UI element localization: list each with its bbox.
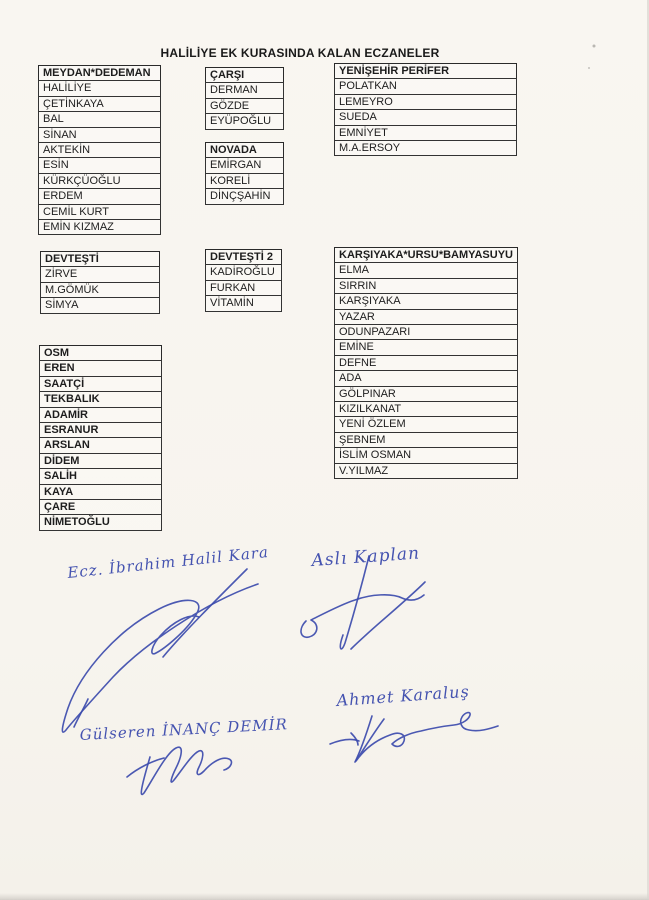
table-row: ZİRVE bbox=[40, 266, 160, 282]
table-row: ÇARE bbox=[39, 499, 162, 515]
table-header: MEYDAN*DEDEMAN bbox=[38, 65, 161, 81]
table-row: LEMEYRO bbox=[334, 94, 517, 110]
table-row: KÜRKÇÜOĞLU bbox=[38, 173, 161, 189]
table-row: ESRANUR bbox=[39, 422, 162, 438]
table-novada bbox=[205, 143, 284, 205]
table-row: EREN bbox=[39, 360, 162, 376]
table-header: KARŞIYAKA*URSU*BAMYASUYU bbox=[334, 247, 518, 263]
table-row: KIZILKANAT bbox=[334, 401, 518, 417]
table-header: ÇARŞI bbox=[205, 67, 284, 83]
table-row: DERMAN bbox=[205, 82, 284, 98]
table-row: ŞEBNEM bbox=[334, 432, 518, 448]
table-row: ADAMİR bbox=[39, 407, 162, 423]
table-row: EYÜPOĞLU bbox=[205, 113, 284, 129]
scan-noise-specks bbox=[588, 45, 596, 70]
table-header: YENİŞEHİR PERİFER bbox=[334, 63, 517, 79]
table-row: M.A.ERSOY bbox=[334, 140, 517, 156]
table-header: OSM bbox=[39, 345, 162, 361]
table-row: TEKBALIK bbox=[39, 391, 162, 407]
table-row: DİDEM bbox=[39, 453, 162, 469]
table-row: BAL bbox=[38, 111, 161, 127]
signature-scribble-ibrahim-halil-kara bbox=[62, 569, 258, 732]
table-row: SİMYA bbox=[40, 297, 160, 313]
table-row: DİNÇŞAHİN bbox=[205, 188, 284, 204]
table-row: KAYA bbox=[39, 484, 162, 500]
table-carsi bbox=[205, 68, 284, 130]
table-yenisehir-perifer bbox=[334, 64, 517, 156]
table-row: ADA bbox=[334, 370, 518, 386]
table-row: SIRRIN bbox=[334, 278, 518, 294]
table-row: CEMİL KURT bbox=[38, 204, 161, 220]
table-row: V.YILMAZ bbox=[334, 463, 518, 479]
table-meydan-dedeman bbox=[38, 66, 161, 235]
table-row: EMİRGAN bbox=[205, 157, 284, 173]
table-devtesti-2 bbox=[205, 250, 282, 312]
table-row: YAZAR bbox=[334, 309, 518, 325]
table-row: M.GÖMÜK bbox=[40, 282, 160, 298]
signature-scribble-gulseren-inanc-demir bbox=[74, 699, 231, 794]
table-row: ODUNPAZARI bbox=[334, 324, 518, 340]
table-row: ESİN bbox=[38, 157, 161, 173]
signature-name-asli-kaplan: Aslı Kaplan bbox=[310, 543, 421, 571]
table-row: AKTEKİN bbox=[38, 142, 161, 158]
table-header: NOVADA bbox=[205, 142, 284, 158]
signature-scribble-ahmet-karalus bbox=[330, 713, 498, 762]
table-row: ERDEM bbox=[38, 188, 161, 204]
table-row: SALİH bbox=[39, 468, 162, 484]
table-karsiyaka-ursu-bamyasuyu bbox=[334, 248, 518, 479]
table-row: FURKAN bbox=[205, 280, 282, 296]
table-row: ELMA bbox=[334, 262, 518, 278]
page-bottom-edge-shadow bbox=[0, 893, 649, 900]
table-row: NİMETOĞLU bbox=[39, 514, 162, 530]
document-title: HALİLİYE EK KURASINDA KALAN ECZANELER bbox=[160, 46, 440, 60]
signature-scribble-asli-kaplan bbox=[301, 556, 425, 649]
signature-name-gulseren-inanc-demir: Gülseren İNANÇ DEMİR bbox=[79, 715, 289, 744]
table-row: SUEDA bbox=[334, 109, 517, 125]
table-row: SİNAN bbox=[38, 127, 161, 143]
table-row: EMNİYET bbox=[334, 125, 517, 141]
table-row: YENİ ÖZLEM bbox=[334, 416, 518, 432]
table-row: VİTAMİN bbox=[205, 295, 282, 311]
table-devtesti bbox=[40, 252, 160, 314]
table-row: İSLİM OSMAN bbox=[334, 447, 518, 463]
table-row: ARSLAN bbox=[39, 437, 162, 453]
table-row: GÖLPINAR bbox=[334, 386, 518, 402]
table-row: EMİNE bbox=[334, 339, 518, 355]
table-row: POLATKAN bbox=[334, 78, 517, 94]
table-row: DEFNE bbox=[334, 355, 518, 371]
table-row: SAATÇİ bbox=[39, 376, 162, 392]
table-row: KADİROĞLU bbox=[205, 264, 282, 280]
table-header: DEVTEŞTİ 2 bbox=[205, 249, 282, 265]
signature-name-ahmet-karalus: Ahmet Karaluş bbox=[335, 681, 471, 710]
table-row: GÖZDE bbox=[205, 98, 284, 114]
table-row: HALİLİYE bbox=[38, 80, 161, 96]
table-row: KARŞIYAKA bbox=[334, 293, 518, 309]
table-row: EMİN KIZMAZ bbox=[38, 219, 161, 235]
table-header: DEVTEŞTİ bbox=[40, 251, 160, 267]
table-osm bbox=[39, 346, 162, 531]
signature-name-ibrahim-halil-kara: Ecz. İbrahim Halil Kara bbox=[66, 542, 270, 582]
table-row: KORELİ bbox=[205, 173, 284, 189]
table-row: ÇETİNKAYA bbox=[38, 96, 161, 112]
